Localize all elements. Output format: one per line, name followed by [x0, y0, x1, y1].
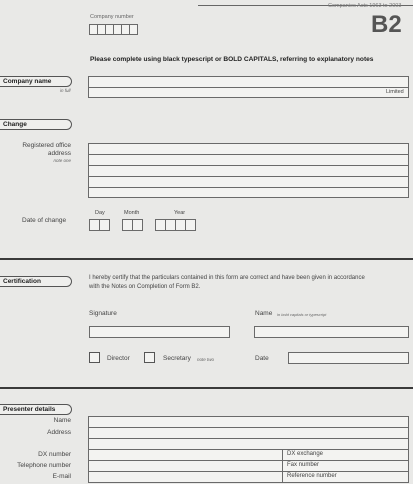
section-company-name: Company name [0, 76, 72, 87]
section-divider [0, 258, 413, 260]
date-label: Date [255, 355, 269, 362]
dx-exchange-label: DX exchange [287, 451, 324, 457]
certify-text-2: with the Notes on Completion of Form B2. [89, 284, 201, 290]
office-label-2: address [47, 150, 71, 157]
fax-label: Fax number [287, 462, 320, 468]
presenter-address-label: Address [47, 429, 71, 436]
director-checkbox[interactable] [89, 352, 100, 363]
presenter-address-line-2[interactable] [88, 438, 409, 449]
form-code: B2 [371, 11, 402, 38]
name-hint: in bold capitals or typescript [277, 312, 327, 317]
office-address-line-5[interactable] [88, 187, 409, 198]
secretary-checkbox[interactable] [144, 352, 155, 363]
year-label: Year [174, 210, 186, 216]
day-digit[interactable] [99, 219, 110, 231]
month-digit[interactable] [132, 219, 143, 231]
company-number-label: Company number [90, 14, 134, 20]
secretary-label: Secretary [163, 355, 191, 362]
email-field[interactable] [88, 471, 283, 483]
director-label: Director [107, 355, 130, 362]
year-digit[interactable] [185, 219, 196, 231]
name-label: Name [255, 310, 273, 317]
dx-number-label: DX number [38, 451, 71, 458]
section-presenter-details: Presenter details [0, 404, 72, 415]
section-divider [0, 387, 413, 389]
acts-text: Companies Acts 1963 to 2003 [328, 3, 402, 9]
office-label-1: Registered office [22, 142, 71, 149]
limited-suffix: Limited [386, 89, 404, 95]
email-label: E-mail [52, 473, 71, 480]
presenter-name-label: Name [53, 417, 71, 424]
in-full-note: in full [60, 88, 71, 93]
company-number-digit[interactable] [129, 24, 138, 35]
company-name-field-2[interactable] [88, 87, 409, 98]
office-address-line-1[interactable] [88, 143, 409, 154]
section-change: Change [0, 119, 72, 130]
certify-text-1: I hereby certify that the particulars contained in this form are correct and have been given in accordance [89, 275, 365, 281]
office-address-line-4[interactable] [88, 176, 409, 187]
note-one: note one [53, 158, 71, 163]
telephone-label: Telephone number [17, 462, 71, 469]
day-label: Day [95, 210, 105, 216]
company-name-field[interactable] [88, 76, 409, 87]
presenter-name-field[interactable] [88, 416, 409, 427]
office-address-line-3[interactable] [88, 165, 409, 176]
office-address-line-2[interactable] [88, 154, 409, 165]
reference-label: Reference number [287, 473, 337, 479]
month-label: Month [124, 210, 140, 216]
signature-field[interactable] [89, 326, 230, 338]
certification-date-field[interactable] [288, 352, 409, 364]
instruction-text: Please complete using black typescript or BOLD CAPITALS, referring to explanatory notes [90, 56, 374, 63]
date-of-change-label: Date of change [22, 217, 67, 224]
signature-label: Signature [89, 310, 117, 317]
section-certification: Certification [0, 276, 72, 287]
note-two: note two [197, 357, 215, 362]
certifier-name-field[interactable] [254, 326, 409, 338]
presenter-address-line-1[interactable] [88, 427, 409, 438]
